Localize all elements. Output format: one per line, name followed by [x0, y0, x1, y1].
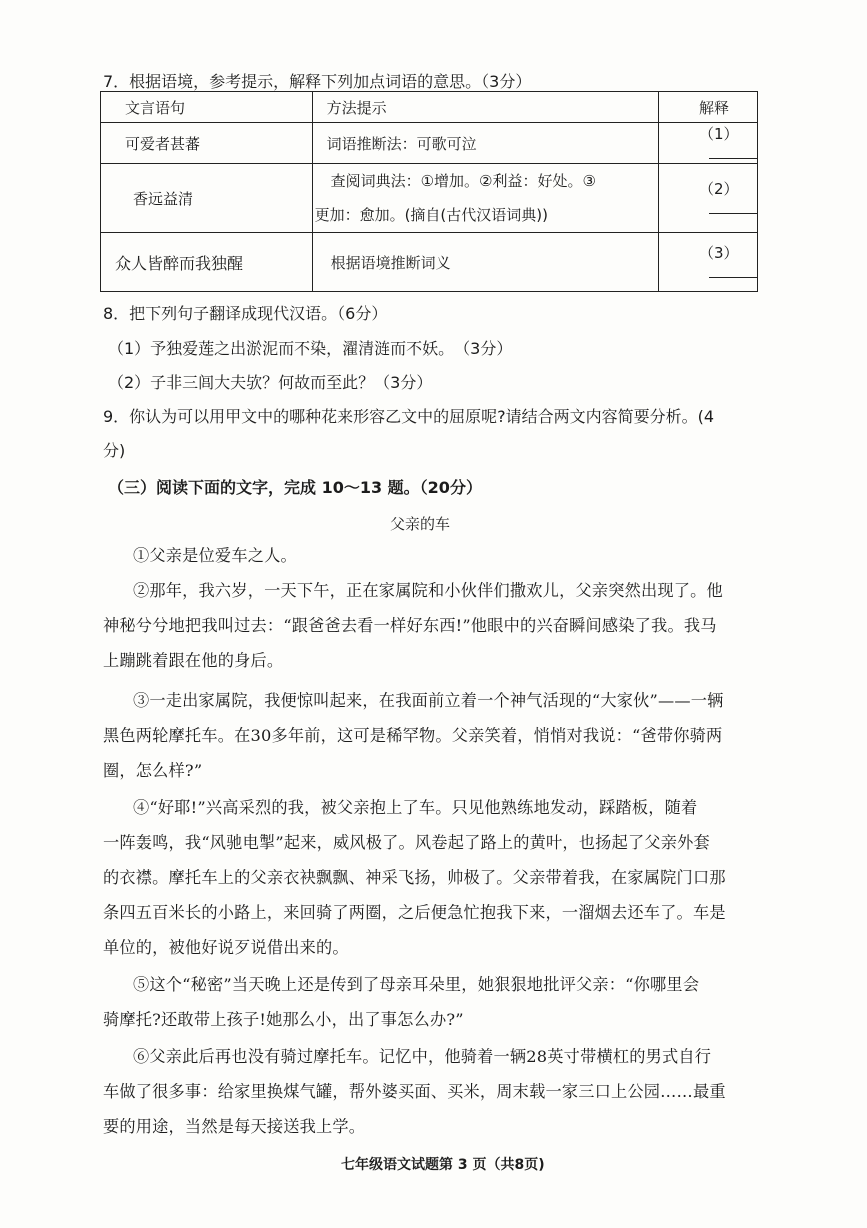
question-9-line-1: 9．你认为可以用甲文中的哪种花来形容乙文中的屈原呢?请结合两文内容简要分析。(4: [103, 407, 715, 426]
question-8-item-1: （1）予独爱莲之出淤泥而不染，濯清涟而不妖。 （3分）: [108, 339, 513, 358]
vocabulary-table: [100, 91, 758, 292]
row3-answer-label: （3）: [699, 244, 739, 262]
row2-method-line2: 更加：愈加。(摘自(古代汉语词典)): [314, 206, 548, 224]
story-line: 车做了很多事：给家里换煤气罐，帮外婆买面、买米，周末载一家三口上公园……最重: [103, 1082, 726, 1101]
table-header-row: [101, 92, 758, 123]
story-line: 条四五百米长的小路上，来回骑了两圈，之后便急忙抱我下来，一溜烟去还车了。车是: [103, 903, 726, 922]
row2-answer-label: （2）: [699, 180, 739, 198]
header-sentence: 文言语句: [101, 92, 313, 123]
answer-blank-2[interactable]: [709, 199, 757, 214]
story-line: 黑色两轮摩托车。在30多年前，这可是稀罕物。父亲笑着，悄悄对我说：“爸带你骑两: [103, 726, 723, 745]
page-footer: 七年级语文试题第 3 页（共8页): [341, 1157, 545, 1173]
table-row: [101, 123, 758, 164]
story-line: 一阵轰鸣，我“风驰电掣”起来，威风极了。风卷起了路上的黄叶，也扬起了父亲外套: [103, 833, 710, 852]
row3-method: 根据语境推断词义: [312, 233, 658, 292]
row1-answer-label: （1）: [699, 125, 739, 143]
story-line: 要的用途，当然是每天接送我上学。: [103, 1117, 366, 1136]
row1-sentence: 可爱者甚蕃: [101, 123, 313, 164]
row1-answer-cell: [659, 123, 758, 164]
row1-method: 词语推断法：可歌可泣: [312, 123, 658, 164]
row3-sentence: 众人皆醉而我独醒: [101, 233, 313, 292]
answer-blank-1[interactable]: [709, 144, 757, 159]
table-row: [101, 164, 758, 233]
row3-answer-cell: [659, 233, 758, 292]
story-line: ①父亲是位爱车之人。: [133, 546, 297, 565]
story-line: 圈，怎么样?”: [103, 761, 203, 780]
row2-sentence: 香远益清: [101, 164, 313, 233]
story-line: 上蹦跳着跟在他的身后。: [103, 651, 284, 670]
section-3-heading: （三）阅读下面的文字，完成 10～13 题。（20分）: [108, 478, 482, 497]
story-line: ⑥父亲此后再也没有骑过摩托车。记忆中，他骑着一辆28英寸带横杠的男式自行: [133, 1047, 712, 1066]
row2-method: [312, 164, 658, 233]
story-line: 骑摩托?还敢带上孩子!她那么小，出了事怎么办?”: [103, 1010, 464, 1029]
story-line: 的衣襟。摩托车上的父亲衣袂飘飘、神采飞扬，帅极了。父亲带着我，在家属院门口那: [103, 868, 726, 887]
story-line: ②那年，我六岁，一天下午，正在家属院和小伙伴们撒欢儿，父亲突然出现了。他: [133, 581, 723, 600]
header-method: 方法提示: [312, 92, 658, 123]
answer-blank-3[interactable]: [709, 263, 757, 278]
question-9-line-2: 分): [103, 441, 126, 460]
question-8-prompt: 8．把下列句子翻译成现代汉语。（6分）: [103, 304, 388, 323]
question-7-prompt: 7．根据语境，参考提示，解释下列加点词语的意思。（3分）: [103, 72, 532, 91]
story-line: ④“好耶!”兴高采烈的我，被父亲抱上了车。只见他熟练地发动，踩踏板，随着: [133, 798, 698, 817]
story-title: 父亲的车: [390, 515, 451, 533]
question-8-item-2: （2）子非三闾大夫欤？何故而至此？（3分）: [108, 373, 433, 392]
table-row: [101, 233, 758, 292]
story-line: 神秘兮兮地把我叫过去：“跟爸爸去看一样好东西!”他眼中的兴奋瞬间感染了我。我马: [103, 616, 717, 635]
row2-answer-cell: [659, 164, 758, 233]
header-explanation: 解释: [659, 92, 758, 123]
story-line: 单位的，被他好说歹说借出来的。: [103, 938, 349, 957]
row2-method-line1: 查阅词典法：①增加。②利益：好处。③: [330, 172, 596, 190]
story-line: ③一走出家属院，我便惊叫起来，在我面前立着一个神气活现的“大家伙”——一辆: [133, 691, 724, 710]
story-line: ⑤这个“秘密”当天晚上还是传到了母亲耳朵里，她狠狠地批评父亲：“你哪里会: [133, 975, 700, 994]
